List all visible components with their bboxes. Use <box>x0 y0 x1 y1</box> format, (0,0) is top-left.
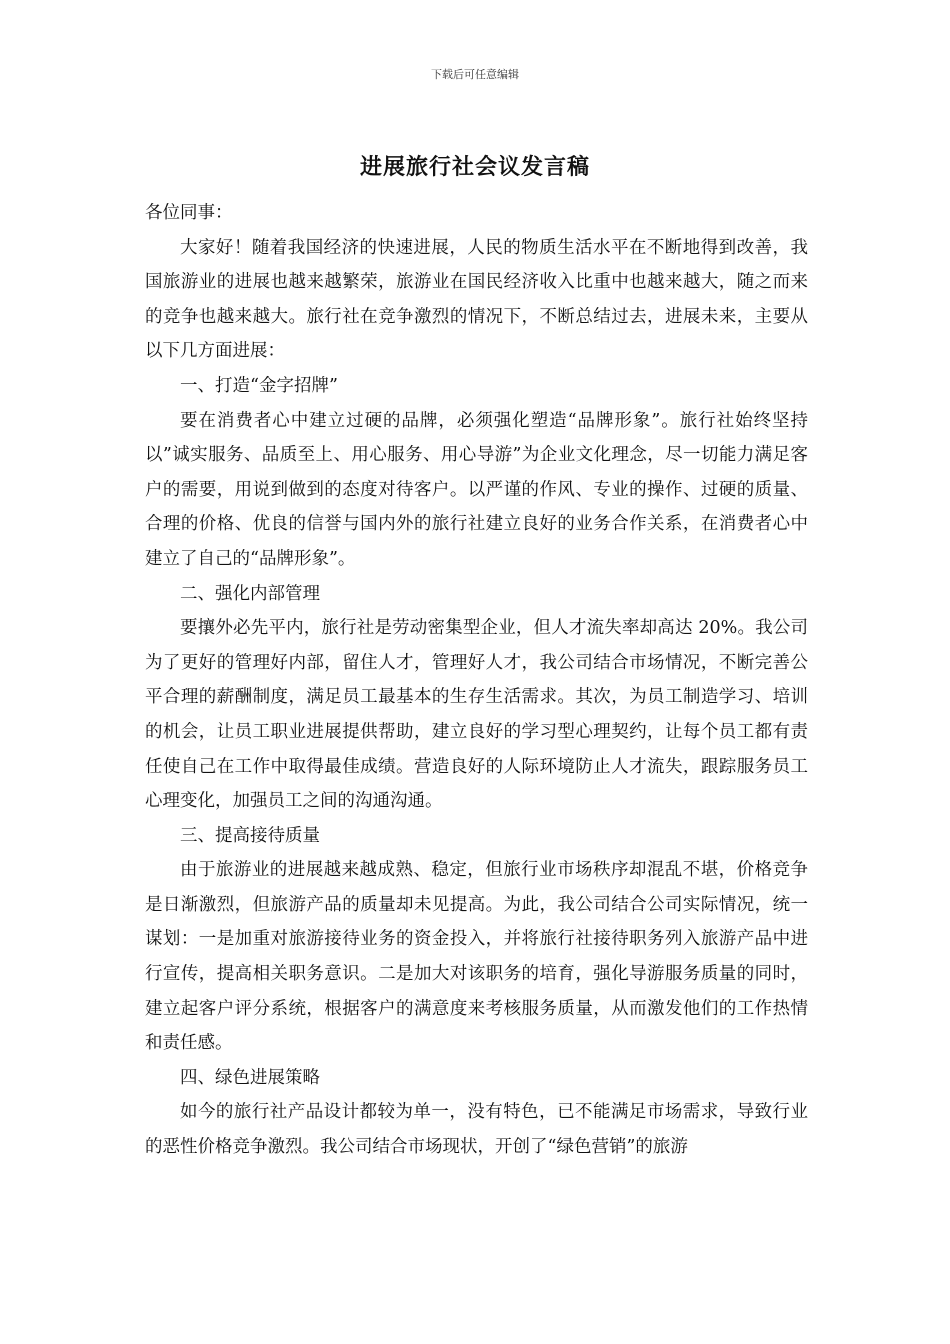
paragraph-quality: 由于旅游业的进展越来越成熟、稳定，但旅行业市场秩序却混乱不堪，价格竞争是日渐激烈，但旅游产品的质量却未见提高。为此，我公司结合公司实际情况，统一谋划：一是加重对旅游接待业务的资金投入，并将旅行社接待职务列入旅游产品中进行宣传，提高相关职务意识。二是加大对该职务的培育，强化导游服务质量的同时，建立起客户评分系统，根据客户的满意度来考核服务质量，从而激发他们的工作热情和责任感。 <box>145 860 808 1054</box>
salutation: 各位同事： <box>145 203 233 223</box>
paragraph-brand: 要在消费者心中建立过硬的品牌，必须强化塑造“品牌形象”。旅行社始终坚持以”诚实服务、品质至上、用心服务、用心导游”为企业文化理念，尽一切能力满足客户的需要，用说到做到的态度对待客户。以严谨的作风、专业的操作、过硬的质量、合理的价格、优良的信誉与国内外的旅行社建立良好的业务合作关系，在消费者心中建立了自己的“品牌形象”。 <box>145 410 808 569</box>
section-heading-2: 二、强化内部管理 <box>180 583 320 604</box>
section-heading-1: 一、打造“金字招牌” <box>180 375 338 396</box>
section-heading-4: 四、绿色进展策略 <box>180 1067 320 1088</box>
paragraph-intro: 大家好！随着我国经济的快速进展，人民的物质生活水平在不断地得到改善，我国旅游业的进展也越来越繁荣，旅游业在国民经济收入比重中也越来越大，随之而来的竞争也越来越大。旅行社在竞争激烈的情况下，不断总结过去，进展未来，主要从以下几方面进展： <box>145 237 808 362</box>
document-title: 进展旅行社会议发言稿 <box>359 155 590 180</box>
header-note: 下载后可任意编辑 <box>431 68 519 81</box>
paragraph-green: 如今的旅行社产品设计都较为单一，没有特色，已不能满足市场需求，导致行业的恶性价格竞争激烈。我公司结合市场现状，开创了“绿色营销”的旅游 <box>145 1102 808 1158</box>
section-heading-3: 三、提高接待质量 <box>180 825 320 846</box>
paragraph-management: 要攘外必先平内，旅行社是劳动密集型企业，但人才流失率却高达 20%。我公司为了更好的管理好内部，留住人才，管理好人才，我公司结合市场情况，不断完善公平合理的薪酬制度，满足员工最基本的生存生活需求。其次，为员工制造学习、培训的机会，让员工职业进展提供帮助，建立良好的学习型心理契约，让每个员工都有责任使自己在工作中取得最佳成绩。营造良好的人际环境防止人才流失，跟踪服务员工心理变化，加强员工之间的沟通沟通。 <box>145 618 808 812</box>
document-body <box>145 196 808 1165</box>
